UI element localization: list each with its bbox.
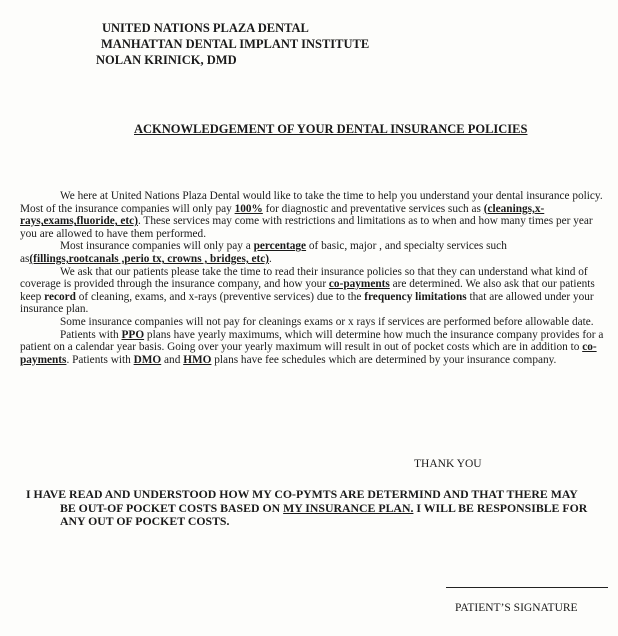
document-title: ACKNOWLEDGEMENT OF YOUR DENTAL INSURANCE POLICIES: [134, 122, 528, 136]
paragraph-5: Patients with PPO plans have yearly maximums, which will determine how much the insurance company provides for a patient on a calendar year basis. Going over your yearly maximum will result in out of pocket costs which are in addition to co-payments. Patients with DMO and HMO plans have fee schedules which are determined by your insurance company.: [20, 328, 604, 366]
ack-line-2: BE OUT-OF POCKET COSTS BASED ON MY INSURANCE PLAN. I WILL BE RESPONSIBLE FOR: [60, 500, 588, 515]
policy-text: [20, 190, 608, 366]
paragraph-1: We here at United Nations Plaza Dental would like to take the time to help you understand your dental insurance policy. Most of the insurance companies will only pay 100% for diagnostic and preventative services such as (cleanings,x-rays,exams,fluoride, etc). These services may come with restrictions and limitations as to when and how many times per year you are allowed to have them performed.: [20, 190, 603, 240]
signature-label: PATIENT’S SIGNATURE: [455, 602, 578, 614]
ack-line-3: ANY OUT OF POCKET COSTS.: [60, 514, 230, 528]
letterhead: [96, 20, 369, 68]
thank-you-text: THANK YOU: [414, 458, 482, 470]
ack-line-1: I HAVE READ AND UNDERSTOOD HOW MY CO-PYMTS ARE DETERMIND AND THAT THERE MAY: [26, 487, 578, 501]
doctor-name: NOLAN KRINICK, DMD: [96, 53, 237, 67]
paragraph-4: Some insurance companies will not pay for cleanings exams or x rays if services are performed before allowable date.: [60, 315, 594, 328]
paragraph-3: We ask that our patients please take the time to read their insurance policies so that they can understand what kind of coverage is provided through the insurance company, and how your co-payments are determined. We also ask that our patients keep record of cleaning, exams, and x-rays (preventive services) due to the frequency limitations that are allowed under your insurance plan.: [20, 265, 595, 316]
acknowledgement-statement: [26, 488, 614, 529]
practice-name: UNITED NATIONS PLAZA DENTAL: [102, 21, 309, 35]
signature-line[interactable]: [446, 587, 608, 588]
institute-name: MANHATTAN DENTAL IMPLANT INSTITUTE: [101, 37, 370, 51]
paragraph-2: Most insurance companies will only pay a percentage of basic, major , and specialty services such as(fillings,rootcanals ,perio tx, crowns , bridges, etc).: [20, 240, 507, 265]
